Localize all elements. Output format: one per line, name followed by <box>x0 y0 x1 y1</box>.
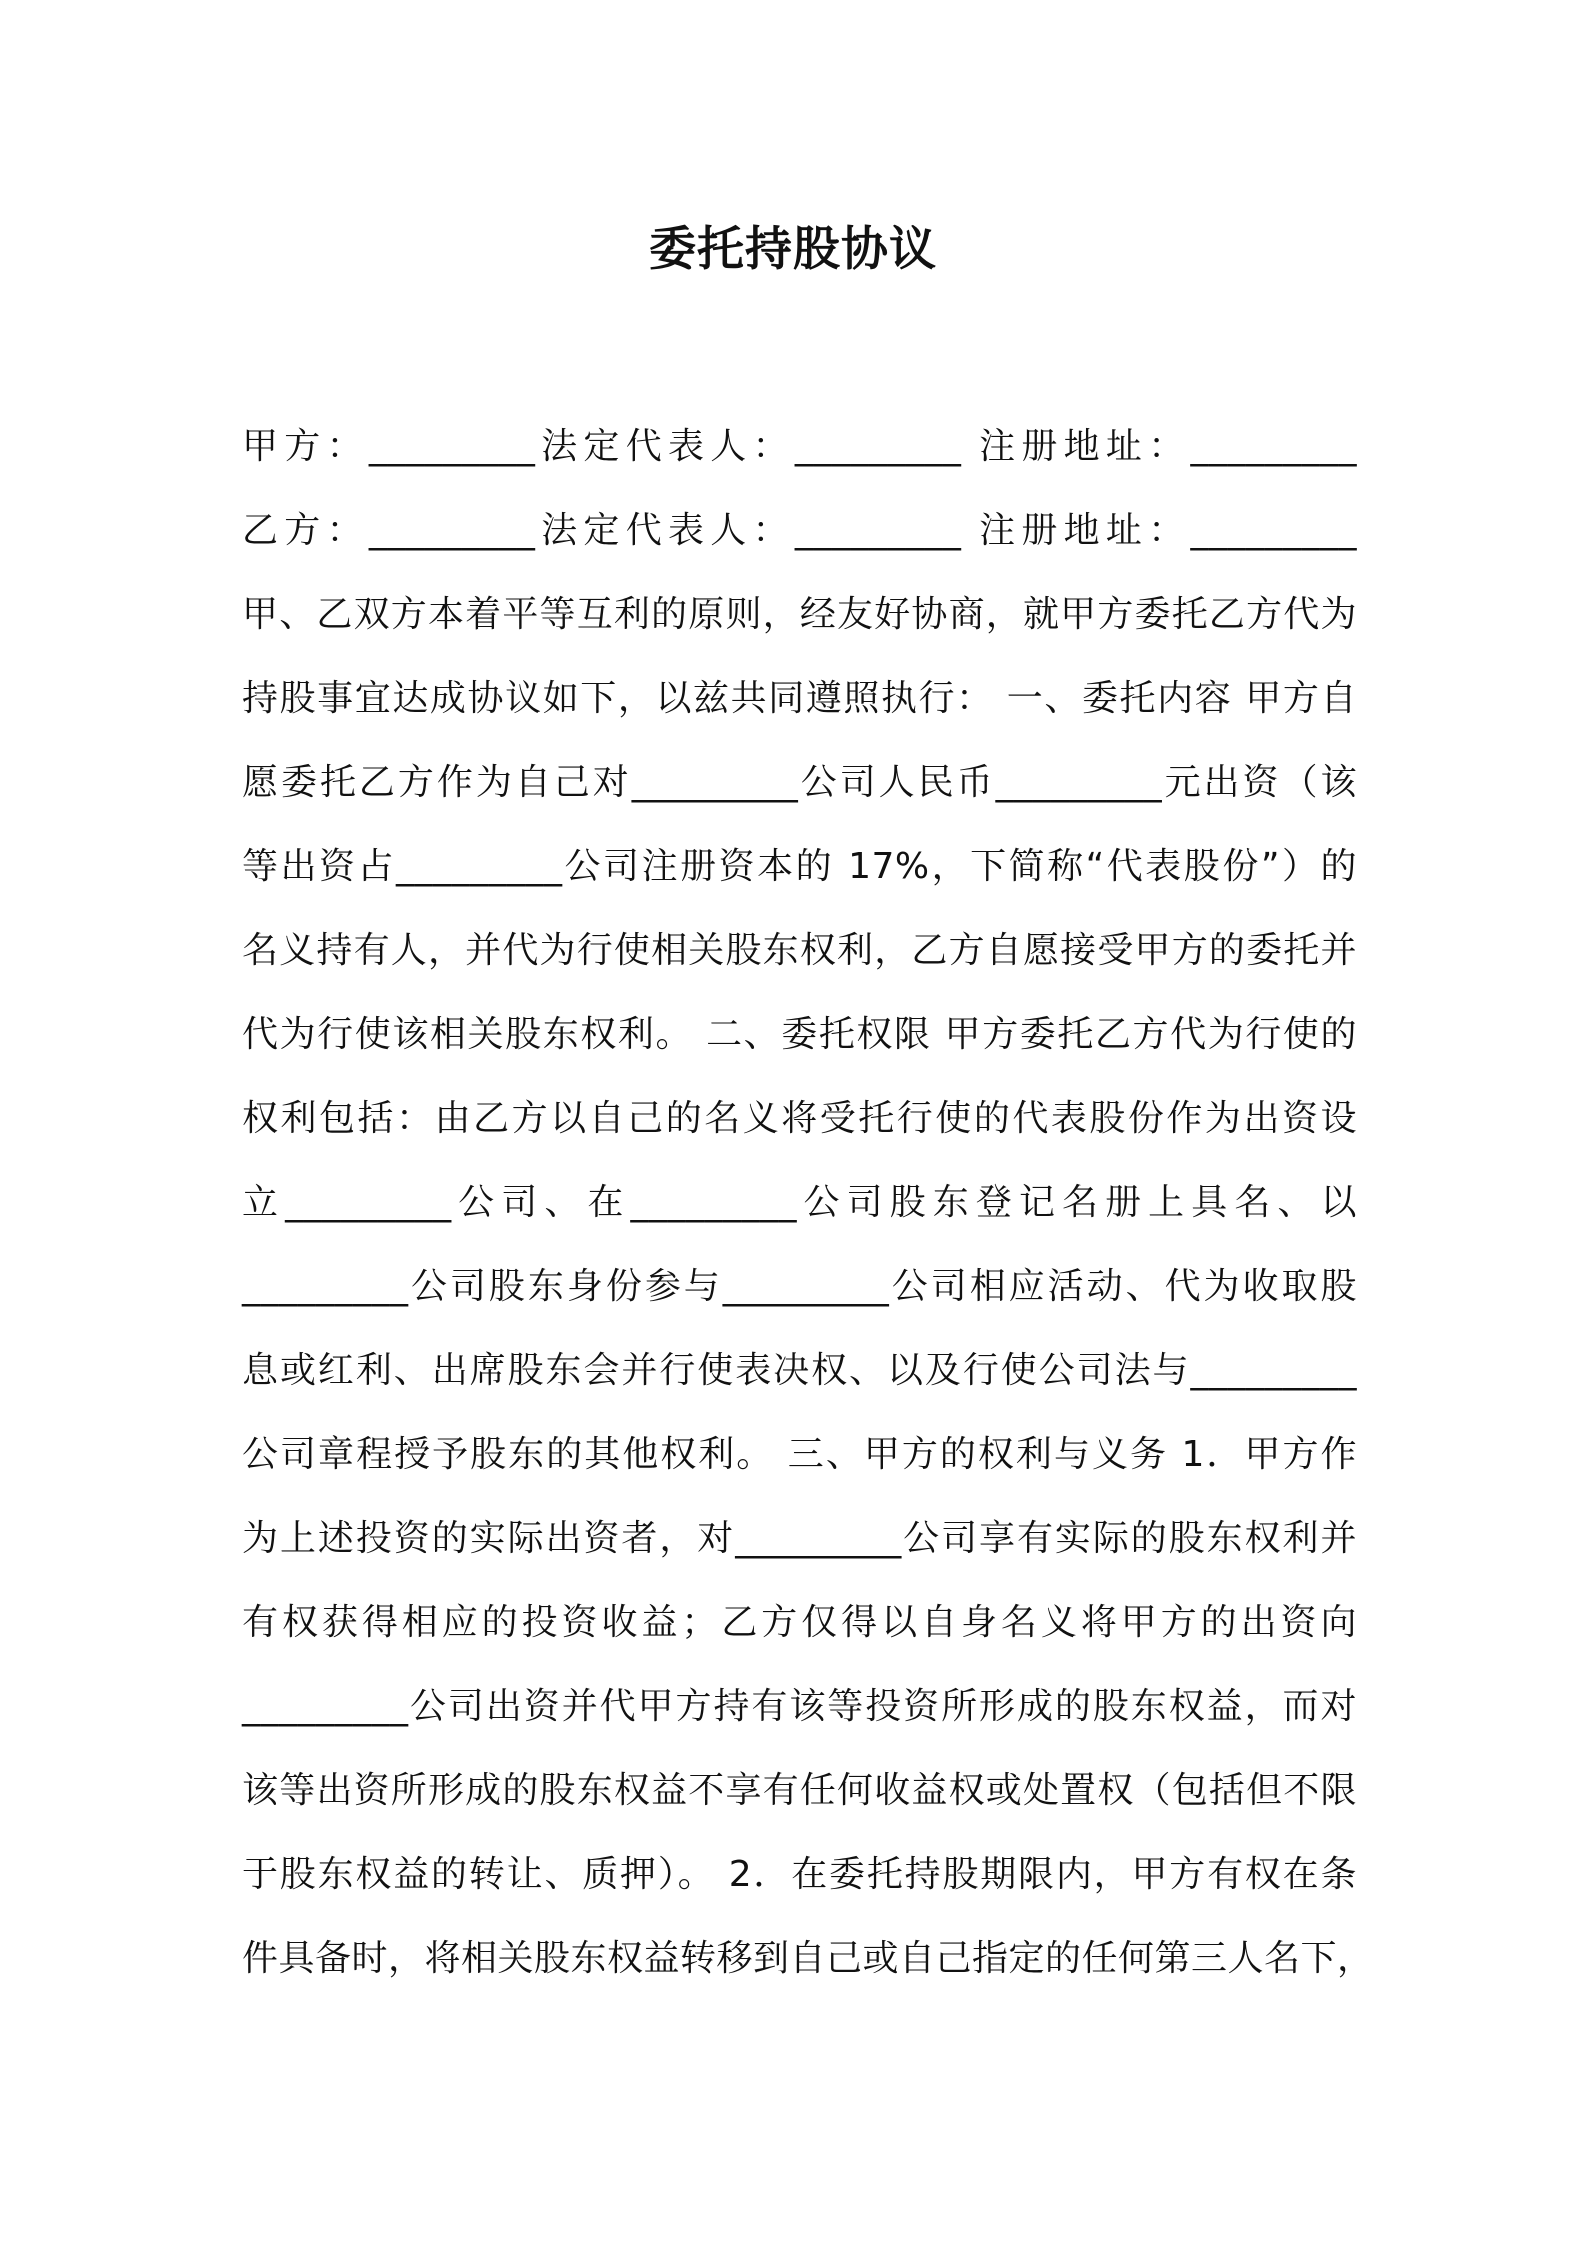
body-line: 愿委托乙方作为自己对_________公司人民币_________元出资（该 <box>242 762 1357 803</box>
body-line: _________公司股东身份参与_________公司相应活动、代为收取股 <box>242 1266 1357 1307</box>
body-line: 息或红利、出席股东会并行使表决权、以及行使公司法与_________ <box>242 1350 1357 1391</box>
body-line: 甲、乙双方本着平等互利的原则，经友好协商，就甲方委托乙方代为 <box>242 594 1357 635</box>
body-line: 持股事宜达成协议如下，以兹共同遵照执行： 一、委托内容 甲方自 <box>242 678 1357 719</box>
body-line: 该等出资所形成的股东权益不享有任何收益权或处置权（包括但不限 <box>242 1770 1357 1811</box>
body-line: 权利包括：由乙方以自己的名义将受托行使的代表股份作为出资设 <box>242 1098 1357 1139</box>
document-title: 委托持股协议 <box>649 222 937 277</box>
body-line: 等出资占_________公司注册资本的 17%，下简称“代表股份”）的 <box>242 846 1357 887</box>
body-line: 于股东权益的转让、质押）。 2．在委托持股期限内，甲方有权在条 <box>242 1854 1357 1895</box>
body-line: 件具备时，将相关股东权益转移到自己或自己指定的任何第三人名下， <box>242 1938 1374 1979</box>
body-line: 为上述投资的实际出资者，对_________公司享有实际的股东权利并 <box>242 1518 1357 1559</box>
body-line: 名义持有人，并代为行使相关股东权利，乙方自愿接受甲方的委托并 <box>242 930 1357 971</box>
body-line: 立_________公司、在_________公司股东登记名册上具名、以 <box>242 1182 1357 1223</box>
party-a-line: 甲方：_________法定代表人：_________ 注册地址：_________ <box>242 426 1357 467</box>
body-line: 公司章程授予股东的其他权利。 三、甲方的权利与义务 1．甲方作 <box>242 1434 1357 1475</box>
body-line: _________公司出资并代甲方持有该等投资所形成的股东权益，而对 <box>242 1686 1357 1727</box>
body-line: 代为行使该相关股东权利。 二、委托权限 甲方委托乙方代为行使的 <box>242 1014 1357 1055</box>
party-b-line: 乙方：_________法定代表人：_________ 注册地址：_________ <box>242 510 1357 551</box>
document-body <box>242 405 1374 2001</box>
body-line: 有权获得相应的投资收益；乙方仅得以自身名义将甲方的出资向 <box>242 1602 1357 1643</box>
